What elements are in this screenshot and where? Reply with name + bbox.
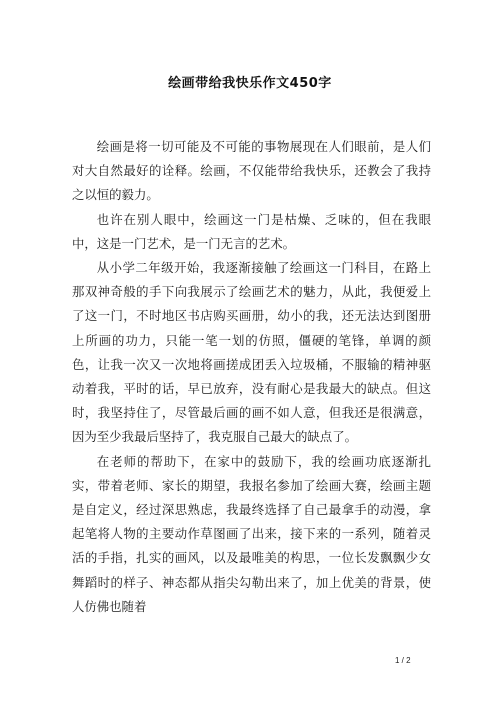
paragraph-2: 也许在别人眼中，绘画这一门是枯燥、乏味的，但在我眼中，这是一门艺术，是一门无言的艺术。: [72, 211, 431, 251]
document-title: 绘画带给我快乐作文450字: [168, 76, 332, 91]
paragraph-1: 绘画是将一切可能及不可能的事物展现在人们眼前，是人们对大自然最好的诠释。绘画，不仅能带给我快乐，还教会了我持之以恒的毅力。: [72, 139, 431, 203]
document-body: [72, 135, 431, 619]
paragraph-3: 从小学二年级开始，我逐渐接触了绘画这一门科目，在路上那双神奇般的手下向我展示了绘画艺术的魅力，从此，我便爱上了这一门，不时地区书店购买画册，幼小的我，还无法达到图册上所画的功力，只能一笔一划的仿照，僵硬的笔锋，单调的颜色，让我一次又一次地将画搓成团丢入垃圾桶，不服输的精神驱动着我，平时的话，早已放弃，没有耐心是我最大的缺点。但这时，我坚持住了，尽管最后画的画不如人意，但我还是很满意，因为至少我最后坚持了，我克服自己最大的缺点了。: [72, 260, 431, 445]
paragraph-4: 在老师的帮助下，在家中的鼓励下，我的绘画功底逐渐扎实，带着老师、家长的期望，我报名参加了绘画大赛，绘画主题是自定义，经过深思熟虑，我最终选择了自己最拿手的动漫，拿起笔将人物的主要动作草图画了出来，接下来的一系列，随着灵活的手指，扎实的画风，以及最唯美的构思，一位长发飘飘少女舞蹈时的样子、神态都从指尖勾勒出来了，加上优美的背景，使人仿佛也随着: [72, 453, 431, 614]
page-number: 1 / 2: [395, 656, 411, 665]
